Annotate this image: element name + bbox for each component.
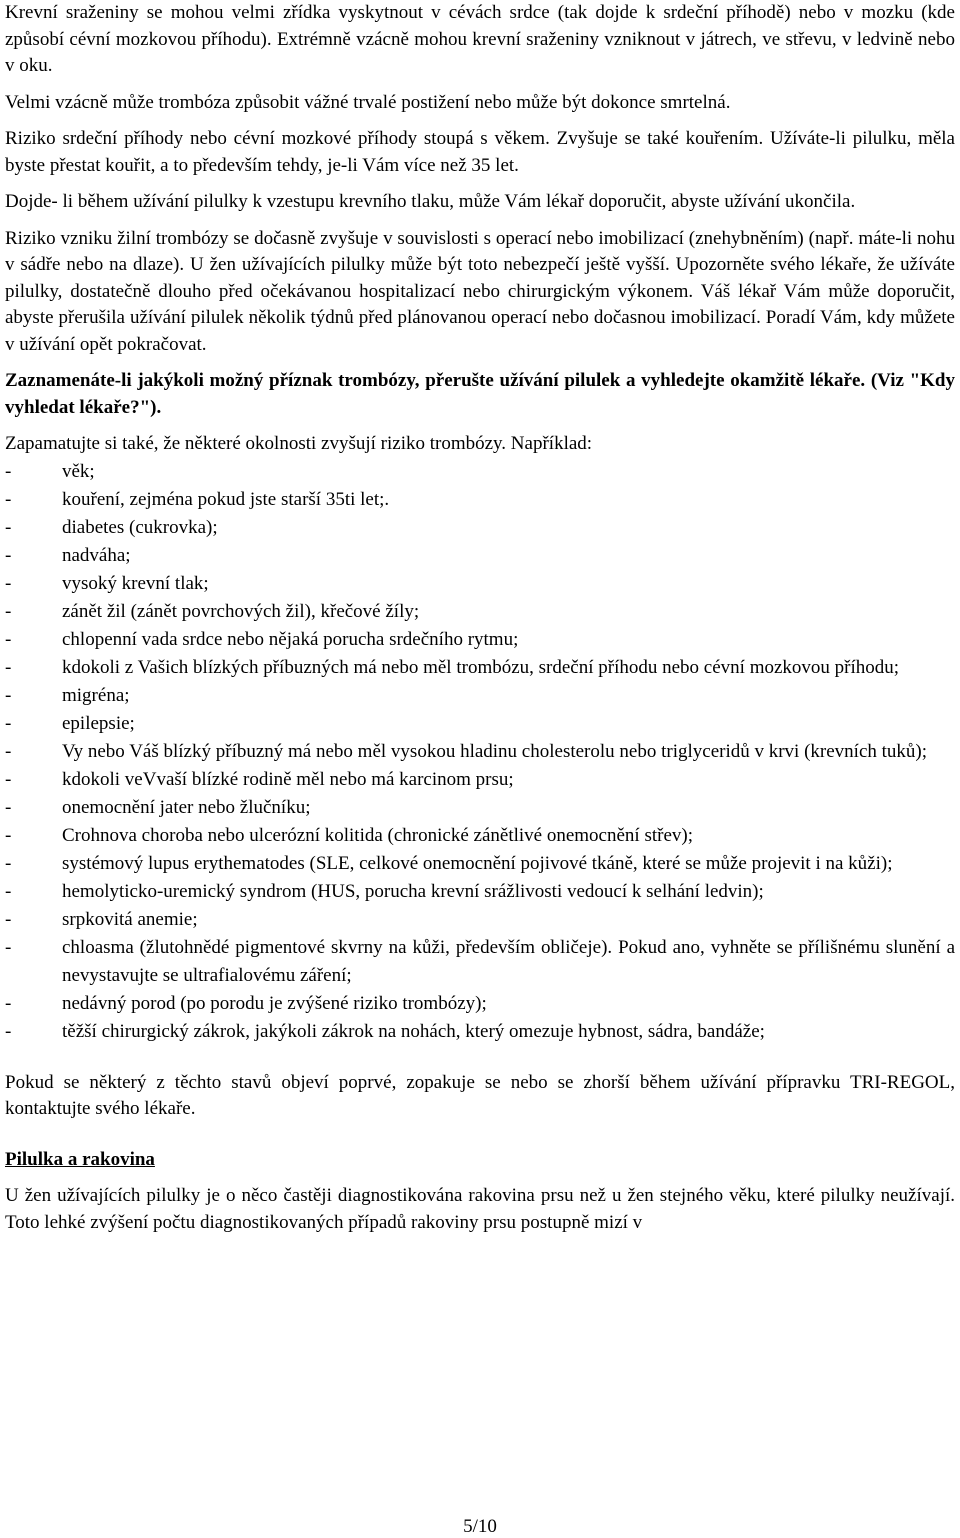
list-item-text: migréna; xyxy=(62,684,130,706)
list-item xyxy=(5,766,955,794)
list-item xyxy=(5,878,955,906)
list-dash: - xyxy=(5,712,12,734)
list-dash: - xyxy=(5,992,12,1014)
list-item xyxy=(5,458,955,486)
paragraph-breast-cancer: U žen užívajících pilulky je o něco častěji diagnostikována rakovina prsu než u žen stejného věku, které pilulky neužívají. Toto lehké zvýšení počtu diagnostikovaných případů rakoviny prsu postupně mizí v xyxy=(5,1185,955,1233)
paragraph-blood-pressure: Dojde- li během užívání pilulky k vzestupu krevního tlaku, může Vám lékař doporučit, abyste užívání ukončila. xyxy=(5,191,856,212)
paragraph-blood-clots: Krevní sraženiny se mohou velmi zřídka vyskytnout v cévách srdce (tak dojde k srdeční příhodě) nebo v mozku (kde způsobí cévní mozkovou příhodu). Extrémně vzácně mohou krevní sraženiny vzniknout v játrech, ve střevu, v ledvině nebo v oku. xyxy=(5,2,955,76)
paragraph-surgery-immobilization: Riziko vzniku žilní trombózy se dočasně zvyšuje v souvislosti s operací nebo imobilizací (znehybněním) (např. máte-li nohu v sádře nebo na dlaze). U žen užívajících pilulky může být toto nebezpečí ještě vyšší. Upozorněte svého lékaře, že užíváte pilulky, dostatečně dlouho před očekávanou hospitalizací nebo chirurgickým výkonem. Váš lékař Vám může doporučit, abyste přerušila užívání pilulek několik týdnů před plánovanou operací nebo dočasnou imobilizací. Poradí Vám, kdy můžete v užívání opět pokračovat. xyxy=(5,227,955,355)
document-page xyxy=(5,0,955,1236)
list-dash: - xyxy=(5,684,12,706)
list-item xyxy=(5,794,955,822)
list-item xyxy=(5,990,955,1018)
list-item xyxy=(5,1018,955,1046)
list-dash: - xyxy=(5,936,12,958)
list-item-text: nedávný porod (po porodu je zvýšené riziko trombózy); xyxy=(62,992,487,1014)
list-item xyxy=(5,850,955,878)
list-item-text: Crohnova choroba nebo ulcerózní kolitida (chronické zánětlivé onemocnění střev); xyxy=(62,824,693,846)
list-item xyxy=(5,906,955,934)
list-item xyxy=(5,598,955,626)
list-dash: - xyxy=(5,656,12,678)
list-item-text: věk; xyxy=(62,460,95,482)
paragraph-risk-intro: Zapamatujte si také, že některé okolnosti zvyšují riziko trombózy. Například: xyxy=(5,433,593,454)
list-item xyxy=(5,822,955,850)
list-item-text: chloasma (žlutohnědé pigmentové skvrny na kůži, především obličeje). Pokud ano, vyhněte se přílišnému slunění a nevystavujte se ultrafialovému záření; xyxy=(62,936,955,986)
paragraph-warning-bold: Zaznamenáte-li jakýkoli možný příznak trombózy, přerušte užívání pilulek a vyhledejte okamžitě lékaře. (Viz "Kdy vyhledat lékaře?"). xyxy=(5,370,955,418)
section-heading-cancer: Pilulka a rakovina xyxy=(5,1148,155,1170)
list-dash: - xyxy=(5,544,12,566)
list-item xyxy=(5,486,955,514)
list-item xyxy=(5,514,955,542)
list-item-text: kouření, zejména pokud jste starší 35ti let;. xyxy=(62,488,390,510)
list-item-text: epilepsie; xyxy=(62,712,135,734)
list-dash: - xyxy=(5,740,12,762)
list-dash: - xyxy=(5,852,12,874)
list-item-text: hemolyticko-uremický syndrom (HUS, porucha krevní srážlivosti vedoucí k selhání ledvin); xyxy=(62,880,764,902)
list-item xyxy=(5,654,955,682)
list-item xyxy=(5,626,955,654)
list-item xyxy=(5,542,955,570)
list-dash: - xyxy=(5,768,12,790)
list-dash: - xyxy=(5,488,12,510)
list-dash: - xyxy=(5,796,12,818)
list-dash: - xyxy=(5,516,12,538)
list-dash: - xyxy=(5,880,12,902)
list-item-text: systémový lupus erythematodes (SLE, celkové onemocnění pojivové tkáně, které se může projevit i na kůži); xyxy=(62,852,893,874)
list-dash: - xyxy=(5,460,12,482)
list-item xyxy=(5,934,955,990)
list-item-text: nadváha; xyxy=(62,544,131,566)
list-item-text: vysoký krevní tlak; xyxy=(62,572,209,594)
list-item xyxy=(5,738,955,766)
paragraph-thrombosis-severity: Velmi vzácně může trombóza způsobit vážné trvalé postižení nebo může být dokonce smrtelná. xyxy=(5,91,731,113)
list-dash: - xyxy=(5,572,12,594)
list-dash: - xyxy=(5,600,12,622)
page-number: 5/10 xyxy=(463,1516,497,1537)
list-item-text: zánět žil (zánět povrchových žil), křečové žíly; xyxy=(62,600,420,622)
list-item-text: Vy nebo Váš blízký příbuzný má nebo měl vysokou hladinu cholesterolu nebo triglyceridů v krvi (krevních tuků); xyxy=(62,740,928,762)
list-dash: - xyxy=(5,1020,12,1042)
list-item xyxy=(5,570,955,598)
list-item-text: kdokoli z Vašich blízkých příbuzných má nebo měl trombózu, srdeční příhodu nebo cévní mozkovou příhodu; xyxy=(62,656,900,678)
list-item xyxy=(5,710,955,738)
risk-factor-list xyxy=(5,458,955,1046)
paragraph-contact-doctor: Pokud se některý z těchto stavů objeví poprvé, zopakuje se nebo se zhorší během užívání přípravku TRI-REGOL, kontaktujte svého lékaře. xyxy=(5,1071,955,1119)
list-item-text: srpkovitá anemie; xyxy=(62,908,198,930)
list-dash: - xyxy=(5,908,12,930)
list-item-text: diabetes (cukrovka); xyxy=(62,516,218,538)
list-item-text: kdokoli veVvaší blízké rodině měl nebo má karcinom prsu; xyxy=(62,768,514,790)
list-item-text: chlopenní vada srdce nebo nějaká porucha srdečního rytmu; xyxy=(62,628,519,650)
list-item-text: těžší chirurgický zákrok, jakýkoli zákrok na nohách, který omezuje hybnost, sádra, bandáže; xyxy=(62,1020,765,1042)
list-item-text: onemocnění jater nebo žlučníku; xyxy=(62,796,311,818)
list-item xyxy=(5,682,955,710)
list-dash: - xyxy=(5,628,12,650)
paragraph-age-smoking-risk: Riziko srdeční příhody nebo cévní mozkové příhody stoupá s věkem. Zvyšuje se také kouřením. Užíváte-li pilulku, měla byste přestat kouřit, a to především tehdy, je-li Vám více než 35 let. xyxy=(5,128,955,176)
list-dash: - xyxy=(5,824,12,846)
